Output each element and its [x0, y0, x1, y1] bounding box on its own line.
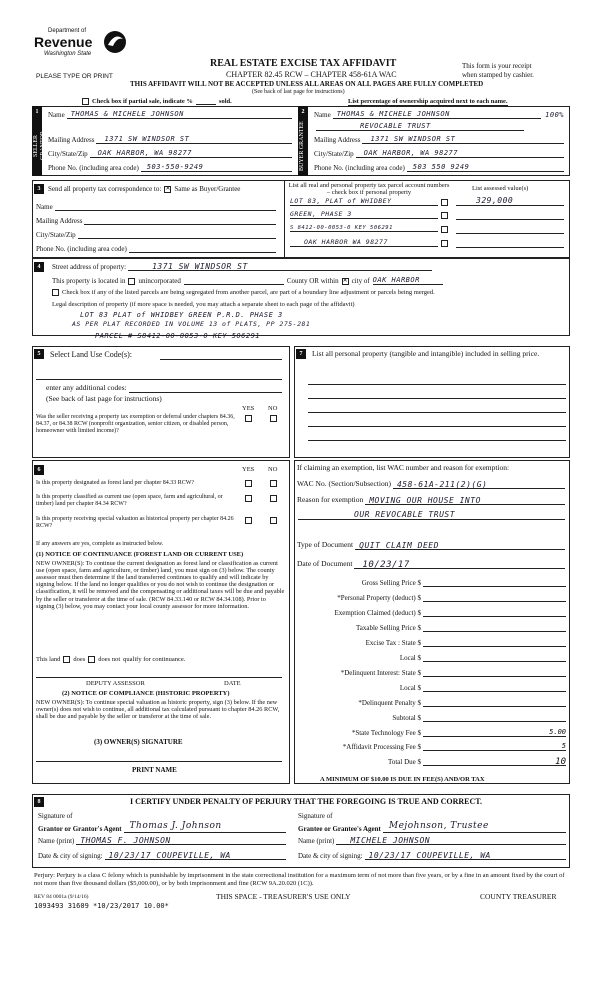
section-3-number: 3	[34, 184, 44, 194]
fee-row	[296, 683, 566, 692]
fee-row	[296, 593, 566, 602]
segregated-row	[52, 289, 435, 296]
segregated-label: Check box if any of the listed parcels are being segregated from another parcel, are part of a boundary line adjustment or parcels being merged.	[62, 289, 435, 296]
s3-name-label: Name	[36, 202, 53, 211]
s6-q1-yes[interactable]	[245, 480, 252, 487]
fee-row	[296, 668, 566, 677]
seller-city-label: City/State/Zip	[48, 149, 88, 158]
parcel-line-3[interactable]: S 8412-00-0053-0 KEY 506291	[290, 225, 438, 232]
name-grantee-row	[298, 836, 566, 845]
perjury-notice: Perjury: Perjury is a class C felony which is punishable by imprisonment in the state correctional institution for a maximum term of not more than five years, or by a fine in an amount fixed by the court of not more than five thousand dollars ($5,000.00), or by both imprisonment and fine (RCW 9A.20.020 (1C)).	[34, 872, 565, 887]
parcel-4-checkbox[interactable]	[441, 240, 448, 247]
doc-date-field[interactable]: 10/23/17	[354, 560, 565, 569]
name-grantor-field[interactable]: THOMAS F. JOHNSON	[76, 836, 286, 845]
s6-q2-no[interactable]	[270, 495, 277, 502]
buyer-city-row	[314, 149, 564, 158]
fee-label: Total Due $	[388, 757, 421, 766]
fee-row	[296, 698, 566, 707]
receipt-text-1: This form is your receipt	[462, 62, 532, 70]
fee-row	[296, 757, 566, 766]
please-type-text: PLEASE TYPE OR PRINT	[36, 73, 113, 80]
fee-value[interactable]	[423, 593, 566, 602]
fee-row	[296, 638, 566, 647]
unincorporated-checkbox[interactable]	[128, 278, 135, 285]
reason-row	[297, 496, 565, 505]
s5-question-1: Was the seller receiving a property tax exemption or deferral under chapters 84.36, 84.37, or 84.38 RCW (nonprofit organization, senior citizen, or disabled person, homeowner with limited income)?	[36, 414, 235, 434]
buyer-pct-field[interactable]: 100%	[545, 110, 564, 119]
assessed-value-4[interactable]	[456, 239, 564, 248]
buyer-addr-label: Mailing Address	[314, 135, 361, 144]
name-grantee-label: Name (print)	[298, 836, 335, 845]
date-grantee-field[interactable]: 10/23/17 COUPEVILLE, WA	[365, 851, 566, 860]
fee-value[interactable]	[423, 668, 566, 677]
seller-city-field[interactable]: OAK HARBOR, WA 98277	[90, 149, 292, 158]
section-4-number: 4	[34, 262, 44, 272]
seller-name-row	[48, 110, 292, 119]
date-grantee-row	[298, 851, 566, 860]
fee-label: Local $	[399, 683, 421, 692]
s3-addr-row	[36, 216, 276, 225]
logo-revenue-text: Revenue	[34, 34, 93, 50]
fee-value[interactable]	[423, 578, 566, 587]
s3-city-row	[36, 230, 276, 239]
legal-desc-label: Legal description of property (if more space is needed, you may attach a separate sheet to each page of the affidavit)	[52, 301, 355, 308]
seller-name-field[interactable]: THOMAS & MICHELE JOHNSON	[67, 110, 292, 119]
section-7-number: 7	[296, 349, 306, 359]
same-as-buyer-checkbox[interactable]: ✕	[165, 185, 171, 192]
does-not-checkbox[interactable]	[88, 656, 95, 663]
form-notice: THIS AFFIDAVIT WILL NOT BE ACCEPTED UNLESS ALL AREAS ON ALL PAGES ARE FULLY COMPLETED	[130, 80, 484, 88]
revenue-logo	[34, 28, 134, 70]
buyer-name-label: Name	[314, 110, 331, 119]
city-field[interactable]: OAK HARBOR	[373, 276, 443, 285]
parcel-line-2[interactable]: GREEN, PHASE 3	[290, 211, 438, 219]
wac-label: WAC No. (Section/Subsection)	[297, 479, 391, 489]
certify-text: I CERTIFY UNDER PENALTY OF PERJURY THAT THE FOREGOING IS TRUE AND CORRECT.	[130, 797, 483, 806]
county-field[interactable]	[184, 277, 284, 285]
doc-date-label: Date of Document	[297, 559, 353, 569]
buyer-city-label: City/State/Zip	[314, 149, 354, 158]
fee-value[interactable]	[423, 683, 566, 692]
land-use-field[interactable]	[160, 350, 282, 360]
personal-property-label: List all personal property (tangible and intangible) included in selling price.	[312, 349, 540, 358]
name-grantee-field[interactable]: MICHELE JOHNSON	[336, 836, 566, 845]
street-label: Street address of property:	[52, 262, 127, 271]
see-back-instructions: (See back of last page for instructions)	[46, 394, 162, 403]
fee-label: *State Technology Fee $	[351, 728, 421, 737]
doc-date-row	[297, 560, 565, 569]
reason-label: Reason for exemption	[297, 495, 364, 505]
buyer-city-field[interactable]: OAK HARBOR, WA 98277	[356, 149, 564, 158]
city-checkbox[interactable]: ✕	[342, 278, 348, 285]
reason-field-2[interactable]: OUR REVOCABLE TRUST	[298, 510, 565, 520]
s6-yes-header: YES	[242, 466, 255, 473]
date-grantor-field[interactable]: 10/23/17 COUPEVILLE, WA	[105, 851, 286, 860]
assessed-value-3[interactable]	[456, 225, 564, 234]
fee-value[interactable]: 5	[423, 742, 566, 751]
buyer-addr-row	[314, 135, 564, 144]
legal-line-3[interactable]: PARCEL # S8412-00-0053-0 KEY 506291	[95, 332, 261, 340]
fee-value[interactable]: 10	[423, 757, 566, 766]
buyer-addr-field[interactable]: 1371 SW WINDSOR ST	[362, 135, 564, 144]
doc-type-field[interactable]: QUIT CLAIM DEED	[355, 541, 565, 550]
this-land-label: This land	[36, 656, 61, 663]
print-name-label: PRINT NAME	[132, 766, 177, 774]
fee-label: Excise Tax : State $	[365, 638, 421, 647]
buyer-phone-field[interactable]: 503 550 9249	[407, 163, 564, 172]
legal-line-2[interactable]: AS PER PLAT RECORDED IN VOLUME 13 of PLATS, PP 275-281	[72, 320, 311, 328]
fee-label: Gross Selling Price $	[361, 578, 421, 587]
s3-phone-field[interactable]	[129, 244, 276, 253]
fee-value[interactable]	[423, 623, 566, 632]
s3-name-row	[36, 202, 276, 211]
seller-addr-row	[48, 135, 292, 144]
s3-addr-field[interactable]	[84, 216, 276, 225]
wac-field[interactable]: 458-61A-211(2)(G)	[393, 480, 565, 489]
does-label: does	[73, 656, 86, 663]
seller-side-label: SELLER GRANTOR	[33, 131, 46, 161]
personal-property-line-2[interactable]	[308, 391, 566, 399]
buyer-side-label: BUYER GRANTEE	[299, 121, 305, 171]
fee-value[interactable]	[423, 638, 566, 647]
s6-question-3: Is this property receiving special valuation as historical property per chapter 84.26 RCW?	[36, 516, 234, 529]
date-grantor-label: Date & city of signing:	[38, 851, 103, 860]
parcel-1-checkbox[interactable]	[441, 199, 448, 206]
s6-q3-no[interactable]	[270, 517, 277, 524]
county-treasurer-label: COUNTY TREASURER	[480, 892, 557, 901]
same-as-buyer-label: Same as Buyer/Grantee	[174, 185, 241, 193]
sig-grantee-label-1: Signature of	[298, 812, 333, 820]
seller-addr-field[interactable]: 1371 SW WINDSOR ST	[96, 135, 292, 144]
treasurer-space-label: THIS SPACE - TREASURER'S USE ONLY	[216, 892, 351, 901]
fee-label: Local $	[399, 653, 421, 662]
minimum-fee-note: A MINIMUM OF $10.00 IS DUE IN FEE(S) AND/OR TAX	[320, 776, 485, 783]
personal-property-line-1[interactable]	[308, 377, 566, 385]
does-checkbox[interactable]	[63, 656, 70, 663]
personal-property-line-5[interactable]	[308, 433, 566, 441]
sold-label: sold.	[218, 98, 232, 105]
revenue-swirl-icon	[102, 30, 128, 54]
select-land-use-label: Select Land Use Code(s):	[50, 350, 132, 359]
fee-value[interactable]	[423, 698, 566, 707]
sig-grantee-label-2: Grantee or Grantee's Agent	[298, 824, 381, 833]
fee-row	[296, 713, 566, 722]
sig-grantor-field[interactable]: Thomas J. Johnson	[124, 821, 286, 833]
fee-label: *Delinquent Interest: State $	[340, 668, 421, 677]
s3-name-field[interactable]	[55, 202, 276, 211]
assessed-value-header: List assessed value(s)	[472, 185, 529, 192]
fee-label: Exemption Claimed (deduct) $	[334, 608, 421, 617]
s3-city-label: City/State/Zip	[36, 230, 76, 239]
fee-label: *Delinquent Penalty $	[358, 698, 421, 707]
fee-row	[296, 623, 566, 632]
name-grantor-label: Name (print)	[38, 836, 75, 845]
parcel-line-1[interactable]: LOT 83, PLAT of WHIDBEY	[290, 198, 438, 206]
fee-value[interactable]	[423, 653, 566, 662]
this-land-row	[36, 656, 185, 663]
seller-phone-label: Phone No. (including area code)	[48, 163, 139, 172]
s6-question-1: Is this property designated as forest land per chapter 84.33 RCW?	[36, 480, 195, 486]
sig-grantee-row	[298, 821, 566, 833]
s3-city-field[interactable]	[78, 230, 276, 239]
send-label: Send all property tax correspondence to:	[48, 185, 162, 193]
fee-label: *Personal Property (deduct) $	[337, 593, 421, 602]
personal-property-line-3[interactable]	[308, 405, 566, 413]
parcel-line-4[interactable]: OAK HARBOR WA 98277	[290, 239, 438, 247]
additional-codes-label: enter any additional codes:	[46, 383, 127, 393]
compliance-title: (2) NOTICE OF COMPLIANCE (HISTORIC PROPERTY)	[62, 690, 230, 697]
owner-signature-title: (3) OWNER(S) SIGNATURE	[94, 738, 183, 746]
fee-label: *Affidavit Processing Fee $	[342, 742, 421, 751]
s6-q3-yes[interactable]	[245, 517, 252, 524]
additional-codes-row	[46, 384, 282, 393]
fee-label: Subtotal $	[392, 713, 421, 722]
unincorporated-label: unincorporated	[138, 277, 181, 285]
section-2-number: 2	[298, 107, 308, 117]
assessed-value-1[interactable]: 329,000	[456, 196, 564, 206]
section-8-number: 8	[34, 797, 44, 807]
street-field[interactable]: 1371 SW WINDSOR ST	[128, 262, 432, 271]
receipt-text-2: when stamped by cashier.	[462, 71, 534, 79]
section-1-number: 1	[32, 107, 42, 117]
continuance-title: (1) NOTICE OF CONTINUANCE (FOREST LAND OR CURRENT USE)	[36, 551, 244, 558]
s6-q1-no[interactable]	[270, 480, 277, 487]
section-7-box	[294, 346, 570, 458]
date-grantor-row	[38, 851, 286, 860]
s5-yes-header: YES	[242, 405, 255, 412]
qualify-label: qualify for continuance.	[123, 656, 186, 663]
section-5-number: 5	[34, 349, 44, 359]
deputy-assessor-label: DEPUTY ASSESSOR	[86, 680, 145, 687]
doc-type-row	[297, 541, 565, 550]
fee-row	[296, 728, 566, 737]
name-grantor-row	[38, 836, 286, 845]
s3-addr-label: Mailing Address	[36, 216, 83, 225]
fee-row	[296, 653, 566, 662]
seller-phone-field[interactable]: 503-550-9249	[141, 163, 292, 172]
parcel-3-checkbox[interactable]	[441, 226, 448, 233]
form-subtitle: CHAPTER 82.45 RCW – CHAPTER 458-61A WAC	[226, 70, 397, 79]
seller-phone-row	[48, 163, 292, 172]
fee-row	[296, 608, 566, 617]
additional-codes-field[interactable]	[129, 384, 282, 393]
parcel-2-checkbox[interactable]	[441, 212, 448, 219]
s3-phone-row	[36, 244, 276, 253]
partial-sale-label: Check box if partial sale, indicate %	[92, 98, 193, 105]
fee-row	[296, 578, 566, 587]
ownership-note: List percentage of ownership acquired next to each name.	[348, 98, 508, 105]
sig-grantee-field[interactable]: Mejohnson, Trustee	[383, 821, 566, 833]
send-correspondence-row	[48, 185, 240, 193]
seller-name-label: Name	[48, 110, 65, 119]
compliance-body: NEW OWNER(S): To continue special valuation as historic property, sign (3) below. If the new owner(s) does not wish to continue, all additional tax calculated pursuant to chapter 84.26 RCW, shall be due and payable by the seller or transferor at the time of sale.	[36, 699, 280, 721]
s5-q1-yes[interactable]	[245, 415, 252, 422]
s5-q1-no[interactable]	[270, 415, 277, 422]
buyer-name-row	[314, 110, 564, 119]
buyer-phone-row	[314, 163, 564, 172]
doc-type-label: Type of Document	[297, 540, 354, 550]
s6-q2-yes[interactable]	[245, 495, 252, 502]
located-label: This property is located in	[52, 277, 126, 285]
buyer-phone-label: Phone No. (including area code)	[314, 163, 405, 172]
section-6-box	[32, 460, 290, 784]
legal-line-1[interactable]: LOT 83 PLAT of WHIDBEY GREEN P.R.D. PHASE 3	[80, 311, 283, 319]
partial-sale-row	[82, 98, 232, 105]
parcel-list-header: List all real and personal property tax parcel account numbers – check box if personal property	[288, 182, 450, 197]
fee-value[interactable]: 5.00	[423, 728, 566, 737]
buyer-name2-row	[314, 122, 524, 131]
street-row	[52, 262, 432, 271]
s3-phone-label: Phone No. (including area code)	[36, 244, 127, 253]
fee-row	[296, 742, 566, 751]
continuance-body: NEW OWNER(S): To continue the current designation as forest land or classification as current use (open space, farm and agriculture, or timber) land, you must sign on (3) below. The county assessor must then determine if the land transferred continues to qualify and will indicate by signing below. If the land no longer qualifies or you do not wish to continue the designation or classification, it will be removed and the compensating or additional taxes will be due and payable by the seller or transferor at the time of sale. (RCW 84.33.140 or RCW 84.34.108). Prior to signing (3) below, you may contact your local county assessor for more information.	[36, 560, 285, 610]
date-label: DATE	[224, 680, 241, 687]
date-grantee-label: Date & city of signing:	[298, 851, 363, 860]
sig-grantor-row	[38, 821, 286, 833]
fee-value[interactable]	[423, 608, 566, 617]
sig-grantor-label-1: Signature of	[38, 812, 73, 820]
segregated-checkbox[interactable]	[52, 289, 59, 296]
fee-value[interactable]	[423, 713, 566, 722]
s6-question-2: Is this property classified as current use (open space, farm and agricultural, or timber) land per chapter 84.34 RCW?	[36, 494, 223, 507]
owner-signature-line[interactable]	[36, 752, 282, 762]
land-use-line-2[interactable]	[36, 372, 282, 380]
form-title: REAL ESTATE EXCISE TAX AFFIDAVIT	[210, 58, 397, 69]
exemption-claim-label: If claiming an exemption, list WAC number and reason for exemption:	[297, 463, 510, 472]
s6-if-any: If any answers are yes, complete as instructed below.	[36, 541, 164, 547]
reason-field-1[interactable]: MOVING OUR HOUSE INTO	[365, 496, 565, 505]
logo-state-text: Washington State	[44, 51, 92, 57]
buyer-name2-field[interactable]: REVOCABLE TRUST	[316, 122, 524, 131]
buyer-name-field[interactable]: THOMAS & MICHELE JOHNSON	[333, 110, 541, 119]
cashier-stamp: 1093493 31609 *10/23/2017 10.00*	[34, 902, 169, 910]
form-revision: REV 84 0001a (9/14/16)	[34, 894, 89, 900]
seller-city-row	[48, 149, 292, 158]
does-not-label: does not	[98, 656, 121, 663]
city-of-label: city of	[351, 277, 370, 285]
located-row	[52, 276, 552, 285]
fee-label: Taxable Selling Price $	[355, 623, 421, 632]
section-6-number: 6	[34, 465, 44, 475]
s5-no-header: NO	[268, 405, 278, 412]
seller-addr-label: Mailing Address	[48, 135, 95, 144]
see-back-text: (See back of last page for instructions)	[252, 89, 345, 95]
assessed-value-2[interactable]	[456, 211, 564, 220]
s6-no-header: NO	[268, 466, 278, 473]
sig-grantor-label-2: Grantor or Grantor's Agent	[38, 824, 122, 833]
county-label: County OR within	[286, 277, 339, 285]
logo-dept-text: Department of	[48, 28, 87, 34]
partial-sale-checkbox[interactable]	[82, 98, 89, 105]
wac-row	[297, 480, 565, 489]
deputy-assessor-line[interactable]	[36, 668, 282, 678]
personal-property-line-4[interactable]	[308, 419, 566, 427]
